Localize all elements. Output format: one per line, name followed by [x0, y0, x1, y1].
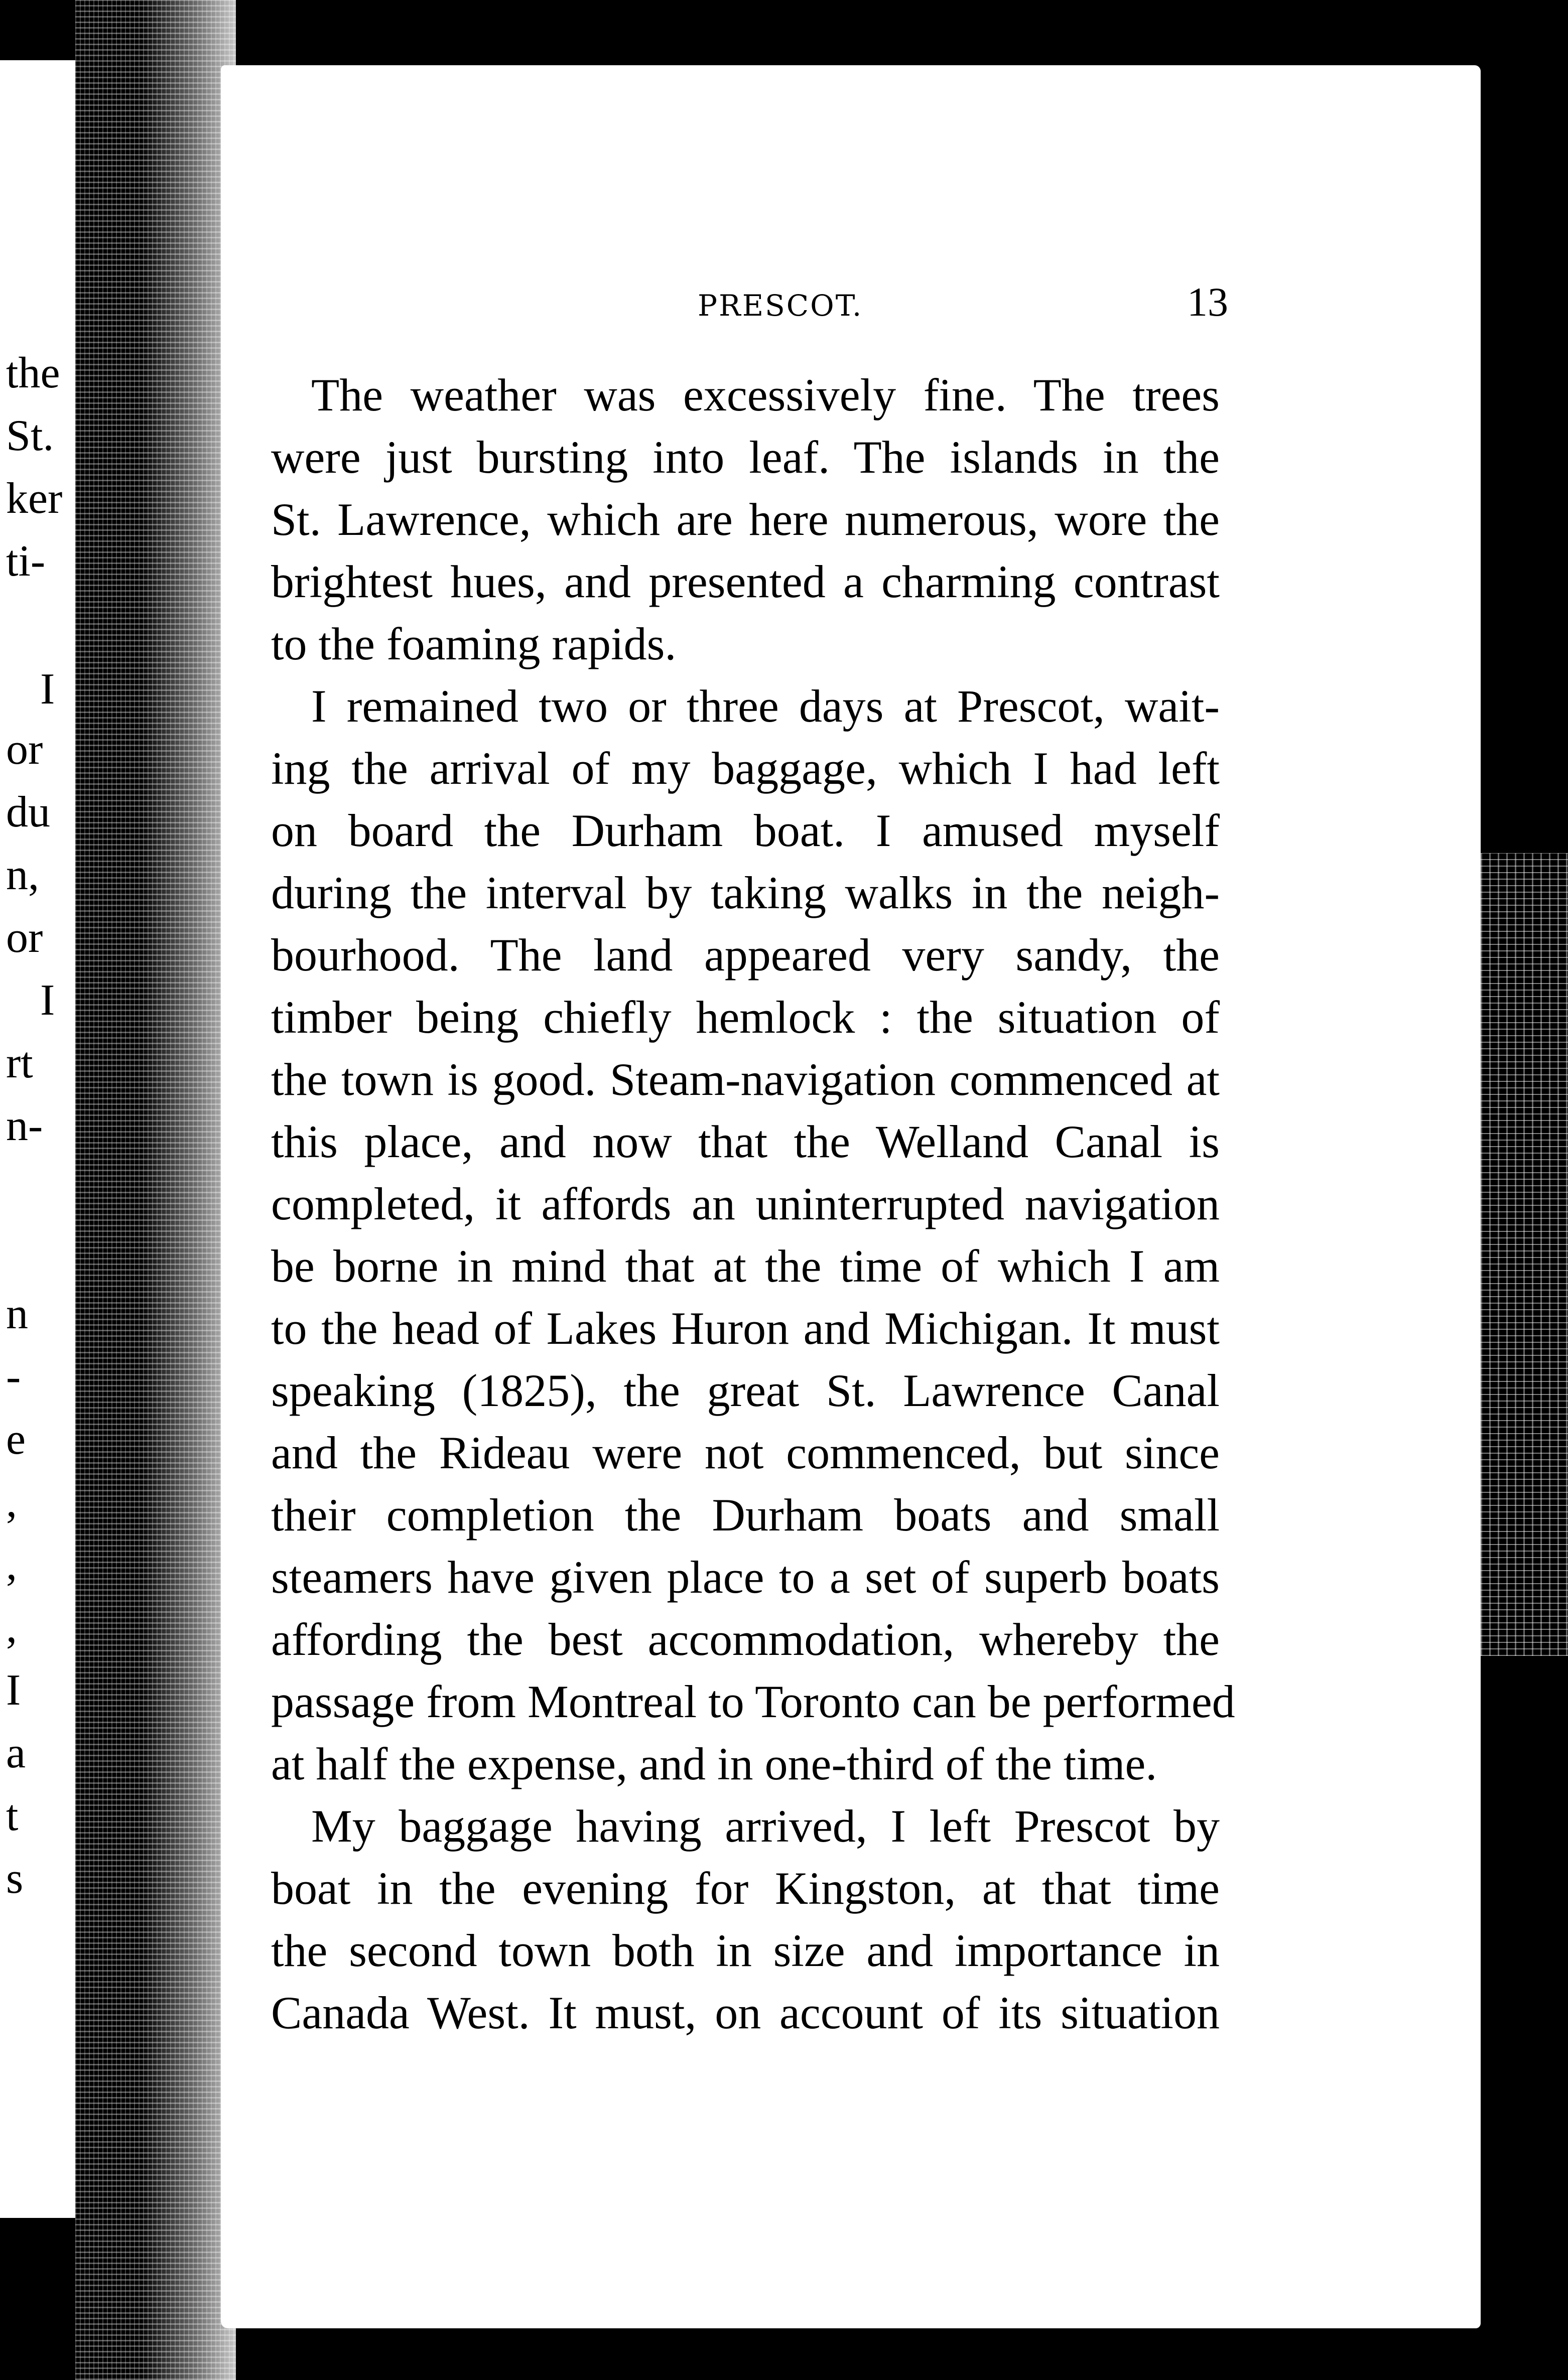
text-line: and the Rideau were not commenced, but since: [271, 1427, 1220, 1478]
book-gutter: [75, 0, 236, 2380]
text-line: brightest hues, and presented a charming contrast: [271, 556, 1220, 607]
text-line: bourhood. The land appeared very sandy, the: [271, 929, 1220, 981]
text-line: boat in the evening for Kingston, at that time: [271, 1863, 1220, 1914]
left-page-fragment: n-: [6, 1101, 43, 1150]
text-line: The weather was excessively fine. The trees: [311, 369, 1220, 421]
text-line: the town is good. Steam-navigation commenced at: [271, 1054, 1220, 1105]
paragraph: [271, 364, 1220, 675]
text-line: to the foaming rapids.: [271, 618, 677, 669]
left-page-fragment: or: [6, 913, 43, 962]
left-facing-page-edge: [0, 60, 75, 2218]
text-line: during the interval by taking walks in the neigh-: [271, 867, 1220, 918]
right-page-edge-noise: [1481, 853, 1568, 1656]
page-number: 13: [1187, 279, 1228, 325]
left-page-fragment: I: [40, 976, 55, 1025]
left-page-fragment: n,: [6, 851, 39, 899]
left-page-fragment: ker: [6, 474, 63, 523]
left-page-fragment: St.: [6, 411, 54, 460]
left-page-fragment: ,: [6, 1478, 17, 1526]
left-page-fragment: a: [6, 1729, 26, 1777]
text-line: be borne in mind that at the time of which I am: [271, 1240, 1220, 1292]
text-line: St. Lawrence, which are here numerous, wore the: [271, 494, 1220, 545]
left-page-fragment: ,: [6, 1541, 17, 1589]
text-line: timber being chiefly hemlock : the situation of: [271, 992, 1220, 1043]
text-line: affording the best accommodation, whereby the: [271, 1614, 1220, 1665]
left-page-fragment: I: [40, 665, 55, 714]
left-page-fragment: or: [6, 725, 43, 774]
left-page-fragment: ,: [6, 1603, 17, 1652]
text-line: were just bursting into leaf. The islands in the: [271, 432, 1220, 483]
text-line: completed, it affords an uninterrupted navigation: [271, 1178, 1220, 1229]
text-line: the second town both in size and importance in: [271, 1925, 1220, 1976]
text-line: to the head of Lakes Huron and Michigan. It must: [271, 1303, 1220, 1354]
paragraph: [271, 675, 1235, 1795]
text-line: on board the Durham boat. I amused myself: [271, 805, 1220, 856]
text-line: My baggage having arrived, I left Prescot by: [311, 1800, 1220, 1852]
left-page-fragment: n: [6, 1290, 28, 1338]
left-page-fragment: I: [6, 1666, 21, 1715]
body-text: [271, 364, 1235, 2044]
text-line: passage from Montreal to Toronto can be performed: [271, 1676, 1235, 1727]
text-line: steamers have given place to a set of superb boats: [271, 1552, 1220, 1603]
left-page-fragment: t: [6, 1791, 19, 1840]
paragraph: [271, 1795, 1220, 2044]
left-page-fragment: ti-: [6, 537, 46, 586]
text-line: this place, and now that the Welland Canal is: [271, 1116, 1220, 1167]
left-page-fragment: rt: [6, 1039, 33, 1087]
text-line: Canada West. It must, on account of its situation: [271, 1987, 1220, 2038]
text-line: their completion the Durham boats and small: [271, 1489, 1220, 1541]
text-line: speaking (1825), the great St. Lawrence Canal: [271, 1365, 1220, 1416]
left-page-fragment: e: [6, 1415, 26, 1464]
running-head: PRESCOT.: [698, 289, 863, 323]
left-page-fragment: -: [6, 1352, 21, 1401]
left-page-fragment: du: [6, 788, 50, 836]
left-page-fragment: the: [6, 349, 60, 397]
text-line: at half the expense, and in one-third of the time.: [271, 1738, 1157, 1789]
text-line: ing the arrival of my baggage, which I had left: [271, 743, 1220, 794]
left-page-fragment: s: [6, 1854, 24, 1903]
text-line: I remained two or three days at Prescot, wait-: [311, 680, 1220, 732]
